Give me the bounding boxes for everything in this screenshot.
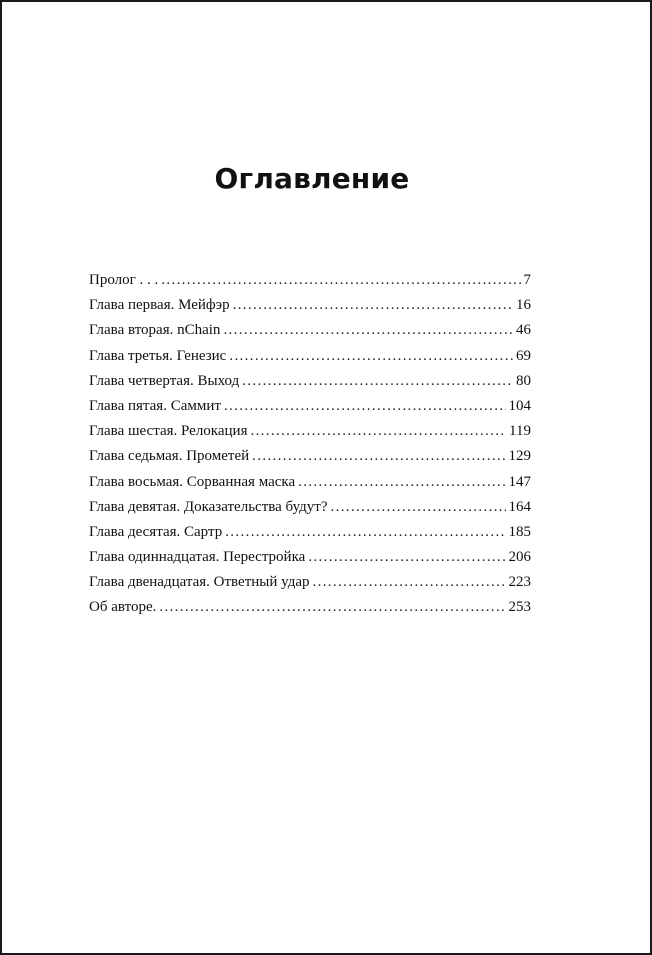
toc-entry-chapter-9: [89, 499, 531, 524]
dot-leader: [298, 474, 505, 491]
toc-entry-page: 69: [516, 347, 531, 364]
toc-entry-title: Пролог . . .: [89, 272, 159, 288]
dot-leader: [308, 549, 505, 566]
toc-entry-chapter-11: [89, 549, 531, 574]
toc-entry-about-author: [89, 599, 531, 624]
toc-entry-chapter-6: [89, 423, 531, 448]
toc-entry-title: Глава вторая. nChain: [89, 322, 221, 339]
toc-entry-title: Глава шестая. Релокация: [89, 423, 248, 440]
toc-entry-chapter-10: [89, 524, 531, 549]
toc-entry-chapter-4: [89, 373, 531, 398]
toc-entry-page: 46: [516, 322, 531, 339]
toc-entry-prologue: [89, 272, 531, 297]
toc-entry-page: 129: [508, 448, 531, 465]
toc-entry-title: Глава восьмая. Сорванная маска: [89, 473, 296, 490]
toc-entry-page: 7: [523, 272, 531, 288]
toc-entry-page: 253: [508, 599, 531, 616]
dot-leader: [224, 398, 506, 415]
toc-entry-page: 16: [516, 297, 531, 314]
dot-leader: [159, 599, 505, 616]
table-of-contents: [89, 272, 531, 625]
toc-entry-chapter-12: [89, 574, 531, 599]
toc-entry-title: Глава десятая. Сартр: [89, 523, 223, 540]
toc-entry-page: 119: [509, 423, 531, 440]
toc-entry-chapter-8: [89, 474, 531, 499]
dot-leader: [161, 272, 520, 289]
dot-leader: [229, 348, 513, 365]
toc-entry-chapter-5: [89, 398, 531, 423]
dot-leader: [242, 373, 513, 390]
toc-entry-chapter-7: [89, 448, 531, 473]
toc-entry-page: 80: [516, 372, 531, 389]
dot-leader: [252, 448, 505, 465]
toc-entry-title: Глава одиннадцатая. Перестройка: [89, 549, 306, 566]
toc-entry-chapter-3: [89, 348, 531, 373]
toc-entry-chapter-1: [89, 297, 531, 322]
dot-leader: [331, 499, 506, 516]
dot-leader: [223, 322, 513, 339]
dot-leader: [233, 297, 513, 314]
toc-entry-title: Глава третья. Генезис: [89, 347, 227, 364]
toc-entry-page: 164: [508, 498, 531, 515]
toc-entry-page: 147: [508, 473, 531, 490]
toc-entry-page: 185: [508, 523, 531, 540]
toc-entry-title: Глава двенадцатая. Ответный удар: [89, 574, 310, 591]
toc-entry-page: 104: [508, 397, 531, 414]
toc-entry-title: Глава первая. Мейфэр: [89, 297, 230, 314]
toc-entry-chapter-2: [89, 322, 531, 347]
toc-entry-page: 206: [508, 549, 531, 566]
dot-leader: [313, 574, 506, 591]
dot-leader: [250, 423, 506, 440]
toc-entry-title: Глава седьмая. Прометей: [89, 448, 250, 465]
toc-entry-title: Об авторе.: [89, 599, 157, 616]
toc-entry-title: Глава пятая. Саммит: [89, 397, 221, 414]
toc-entry-title: Глава четвертая. Выход: [89, 372, 240, 389]
toc-entry-page: 223: [508, 574, 531, 591]
dot-leader: [225, 524, 505, 541]
toc-entry-title: Глава девятая. Доказательства будут?: [89, 498, 328, 515]
page-title: Оглавление: [214, 162, 410, 195]
